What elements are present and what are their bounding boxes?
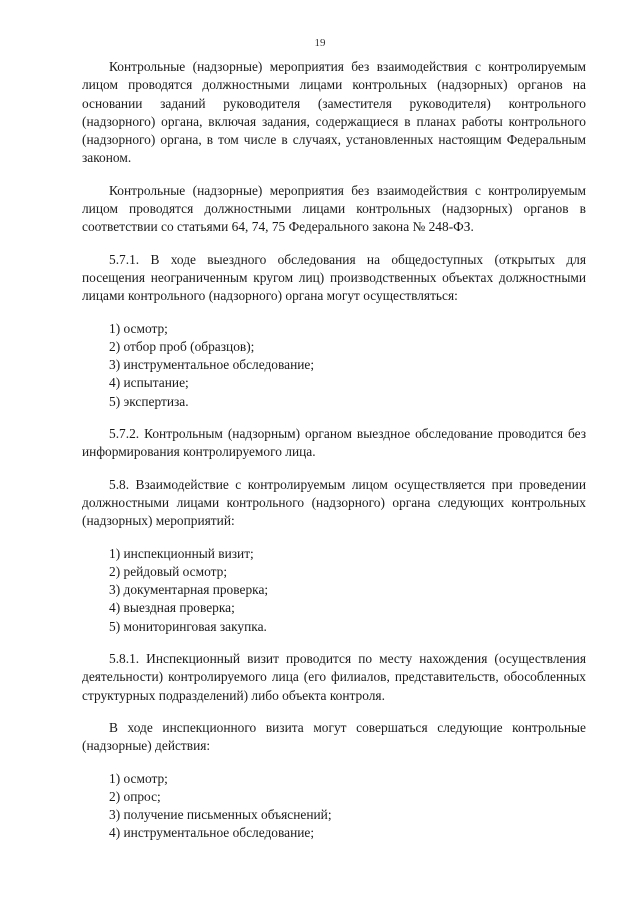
document-body [82, 58, 586, 857]
list-item: 4) выездная проверка; [109, 600, 235, 616]
paragraph-5-8: 5.8. Взаимодействие с контролируемым лицом осуществляется при проведении должностными лицами контрольного (надзорного) органа следующих контрольных (надзорных) мероприятий: [82, 476, 586, 529]
list-item: 2) отбор проб (образцов); [109, 338, 255, 354]
paragraph-no-interaction-basis: Контрольные (надзорные) мероприятия без взаимодействия с контролируемым лицом проводятся должностными лицами контрольных (надзорных) органов на основании заданий руководителя (заместителя руководителя) контрольного (надзорного) органа, включая задания, содержащиеся в планах работы контрольного (надзорного) органа, в том числе в случаях, установленных настоящим Федеральным законом. [82, 59, 586, 166]
list-item: 1) инспекционный визит; [109, 545, 254, 561]
list-item: 3) инструментальное обследование; [109, 357, 315, 373]
list-item: 3) документарная проверка; [109, 582, 269, 598]
list-item: 5) мониторинговая закупка. [109, 618, 267, 634]
paragraph-5-7-2: 5.7.2. Контрольным (надзорным) органом выездное обследование проводится без информирования контролируемого лица. [82, 426, 586, 460]
list-item: 1) осмотр; [109, 320, 168, 336]
list-item: 2) рейдовый осмотр; [109, 563, 228, 579]
list-item: 4) инструментальное обследование; [109, 825, 315, 841]
paragraph-inspection-visit-actions: В ходе инспекционного визита могут совершаться следующие контрольные (надзорные) действия: [82, 719, 586, 754]
paragraph-5-7-1: 5.7.1. В ходе выездного обследования на общедоступных (открытых для посещения неограниченным кругом лиц) производственных объектах должностными лицами контрольного (надзорного) органа могут осуществляться: [82, 251, 586, 304]
paragraph-5-8-1: 5.8.1. Инспекционный визит проводится по месту нахождения (осуществления деятельности) контролируемого лица (его филиалов, представительств, обособленных структурных подразделений) либо объекта контроля. [82, 651, 586, 703]
list-item: 5) экспертиза. [109, 393, 189, 409]
page-number: 19 [314, 37, 326, 49]
list-item: 4) испытание; [109, 375, 189, 391]
list-item: 3) получение письменных объяснений; [109, 807, 332, 823]
list-item: 1) осмотр; [109, 770, 168, 786]
list-field-survey-actions [82, 320, 586, 411]
list-item: 2) опрос; [109, 788, 161, 804]
list-inspection-visit-actions [82, 770, 586, 843]
list-interaction-measures [82, 545, 586, 636]
paragraph-no-interaction-articles: Контрольные (надзорные) мероприятия без взаимодействия с контролируемым лицом проводятся должностными лицами контрольных (надзорных) органов в соответствии со статьями 64, 74, 75 Федерального закона № 248-ФЗ. [82, 182, 586, 235]
